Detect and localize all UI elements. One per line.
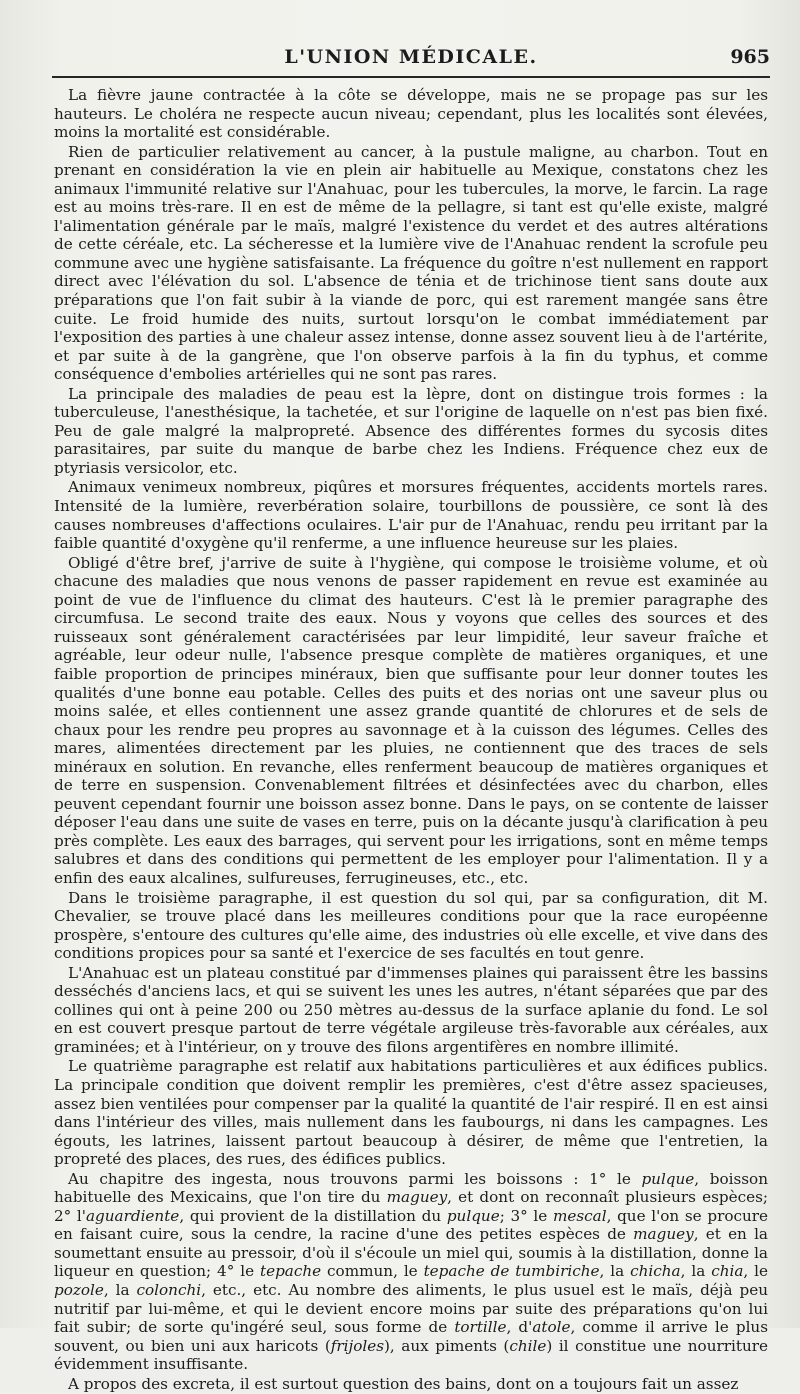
italic-term: aguardiente [85, 1206, 180, 1225]
text-run: , la [599, 1262, 631, 1281]
text-run: , et dont on reconnaît plusieurs espèces; 2° l' [54, 1188, 768, 1225]
text-run: , qui provient de la distillation du [179, 1206, 447, 1225]
text-run: Dans le troisième paragraphe, il est question du sol qui, par sa configuration, dit M. Chevalier, se trouve placé dans les meilleures conditions pour que la race européenne prospère, s'entoure des cultures qu'elle aime, des industries où elle excelle, et vive dans des conditions propices pour sa santé et l'exercice de ses facultés en tout genre. [54, 888, 768, 963]
italic-term: tepache de tumbiriche [423, 1262, 600, 1281]
italic-term: pulque [641, 1169, 695, 1188]
text-run: , comme il arrive le plus souvent, ou bien uni aux haricots ( [54, 1318, 769, 1355]
italic-term: chia [711, 1262, 744, 1281]
text-run: , le [743, 1262, 768, 1281]
text-run: , et en la soumettant ensuite au pressoir, d'où il s'écoule un miel qui, soumis à la distillation, donne la liqueur en question; 4° le [54, 1225, 768, 1281]
paragraph [54, 385, 768, 478]
italic-term: pulque [446, 1206, 500, 1225]
text-run: A propos des excreta, il est surtout question des bains, dont on a toujours fait un assez [68, 1374, 739, 1393]
text-run: La principale des maladies de peau est la lèpre, dont on distingue trois formes : la tuberculeuse, l'anesthésique, la tachetée, et sur l'origine de laquelle on n'est pas bien fixé. Peu de gale malgré la malpropreté. Absence des différentes formes du sycosis dites parasitaires, par suite du manque de barbe chez les Indiens. Fréquence chez eux de ptyriasis versicolor, etc. [54, 384, 768, 477]
paragraph [54, 143, 768, 384]
paragraph [54, 1057, 768, 1168]
text-run: ) il constitue une nourriture évidemment insuffisante. [54, 1336, 768, 1374]
body-text [54, 86, 768, 1394]
page-header [52, 40, 770, 74]
paragraph [54, 86, 768, 142]
running-title: L'UNION MÉDICALE. [284, 46, 538, 68]
italic-term: chicha [630, 1262, 681, 1281]
text-run: Obligé d'être bref, j'arrive de suite à l'hygiène, qui compose le troisième volume, et où chacune des maladies que nous venons de passer rapidement en revue est examinée au point de vue de l'influence du climat des hauteurs. C'est là le premier paragraphe des circumfusa. Le second traite des eaux. Nous y voyons que celles des sources et des ruisseaux sont généralement caractérisées par leur limpidité, leur saveur fraîche et agréable, leur odeur nulle, l'absence presque complète de matières organiques, et une faible proportion de principes minéraux, bien que suffisante pour leur donner toutes les qualités d'une bonne eau potable. Celles des puits et des norias ont une saveur plus ou moins salée, et elles contiennent une assez grande quantité de chlorures et de sels de chaux pour les rendre peu propres au savonnage et à la cuisson des légumes. Celles des mares, alimentées directement par les pluies, ne contiennent que des traces de sels minéraux en solution. En revanche, elles renferment beaucoup de matières organiques et de terre en suspension. Convenablement filtrées et désinfectées avec du charbon, elles peuvent cependant fournir une boisson assez bonne. Dans le pays, on se contente de laisser déposer l'eau dans une suite de vases en terre, puis on la décante jusqu'à clarification à peu près complète. Les eaux des barrages, qui servent pour les irrigations, sont en même temps salubres et dans des conditions qui permettent de les employer pour l'alimentation. Il y a enfin des eaux alcalines, sulfureuses, ferrugineuses, etc., etc. [54, 553, 768, 887]
italic-term: atole [532, 1318, 571, 1337]
text-run: , boisson habituelle des Mexicains, que l'on tire du [54, 1169, 768, 1207]
text-run: Au chapitre des ingesta, nous trouvons parmi les boissons : 1° le [68, 1169, 642, 1188]
italic-term: tepache [259, 1262, 322, 1281]
text-run: ; 3° le [499, 1206, 553, 1225]
text-run: Rien de particulier relativement au cancer, à la pustule maligne, au charbon. Tout en prenant en considération la vie en plein air habituelle au Mexique, constatons chez les animaux l'immunité relative sur l'Anahuac, pour les tubercules, la morve, le farcin. La rage est au moins très-rare. Il en est de même de la pellagre, si tant est qu'elle existe, malgré l'alimentation générale par le maïs, malgré l'existence du verdet et des autres altérations de cette céréale, etc. La sécheresse et la lumière vive de l'Anahuac rendent la scrofule peu commune avec une hygiène satisfaisante. La fréquence du goître n'est nullement en rapport direct avec l'élévation du sol. L'absence de ténia et de trichinose tient sans doute aux préparations que l'on fait subir à la viande de porc, qui est rarement mangée sans être cuite. Le froid humide des nuits, surtout lorsqu'on le combat immédiatement par l'exposition des parties à une chaleur assez intense, donne assez souvent lieu à de l'artérite, et par suite à de la gangrène, que l'on observe parfois à la fin du typhus, et comme conséquence d'embolies artérielles qui ne sont pas rares. [54, 142, 768, 384]
paragraph [54, 1170, 768, 1374]
page-number: 965 [730, 46, 770, 68]
text-run: Le quatrième paragraphe est relatif aux habitations particulières et aux édifices publics. La principale condition que doivent remplir les premières, c'est d'être assez spacieuses, assez bien ventilées pour compenser par la qualité la quantité de l'air respiré. Il en est ainsi dans l'intérieur des villes, mais nullement dans les faubourgs, ni dans les campagnes. Les égouts, les latrines, laissent partout beaucoup à désirer, de même que l'entretien, la propreté des places, des rues, des édifices publics. [54, 1057, 768, 1169]
text-run: , etc., etc. Au nombre des aliments, le plus usuel est le maïs, déjà peu nutritif par lui-même, et qui le devient encore moins par suite des préparations qu'on lui fait subir; de sorte qu'ingéré seul, sous forme de [54, 1281, 768, 1337]
text-run: ), aux piments ( [384, 1336, 510, 1355]
text-run: , que l'on se procure en faisant cuire, sous la cendre, la racine d'une des petites espèces de [54, 1206, 769, 1244]
text-run: commun, le [321, 1262, 424, 1281]
italic-term: pozole [54, 1281, 104, 1299]
paragraph [54, 1375, 768, 1394]
text-run: , d' [506, 1318, 533, 1337]
italic-term: mescal [552, 1206, 607, 1225]
italic-term: maguey [386, 1188, 448, 1207]
paragraph [54, 554, 768, 888]
paragraph [54, 964, 768, 1057]
text-run: L'Anahuac est un plateau constitué par d'immenses plaines qui paraissent être les bassins desséchés d'anciens lacs, et qui se suivent les unes les autres, n'étant séparées que par des collines qui ont à peine 200 ou 250 mètres au-dessus de la surface aplanie du fond. Le sol en est couvert presque partout de terre végétale argileuse très-favorable aux céréales, aux graminées; et à l'intérieur, on y trouve des filons argentifères en nombre illimité. [54, 963, 768, 1056]
italic-term: tortille [454, 1318, 507, 1337]
text-run: Animaux venimeux nombreux, piqûres et morsures fréquentes, accidents mortels rares. Intensité de la lumière, reverbération solaire, tourbillons de poussière, ce sont là des causes nombreuses d'affections oculaires. L'air pur de l'Anahuac, rendu peu irritant par la faible quantité d'oxygène qu'il renferme, a une influence heureuse sur les plaies. [54, 478, 768, 553]
paragraph [54, 889, 768, 963]
italic-term: frijoles [330, 1336, 384, 1355]
paragraph [54, 478, 768, 552]
text-run: , la [680, 1262, 712, 1281]
text-run: La fièvre jaune contractée à la côte se développe, mais ne se propage pas sur les hauteurs. Le choléra ne respecte aucun niveau; cependant, plus les localités sont élevées, moins la mortalité est considérable. [54, 86, 768, 142]
italic-term: colonchi [136, 1281, 202, 1299]
text-run: , la [103, 1281, 137, 1299]
header-rule [52, 76, 770, 78]
italic-term: chile [509, 1336, 547, 1355]
italic-term: maguey [633, 1225, 694, 1244]
